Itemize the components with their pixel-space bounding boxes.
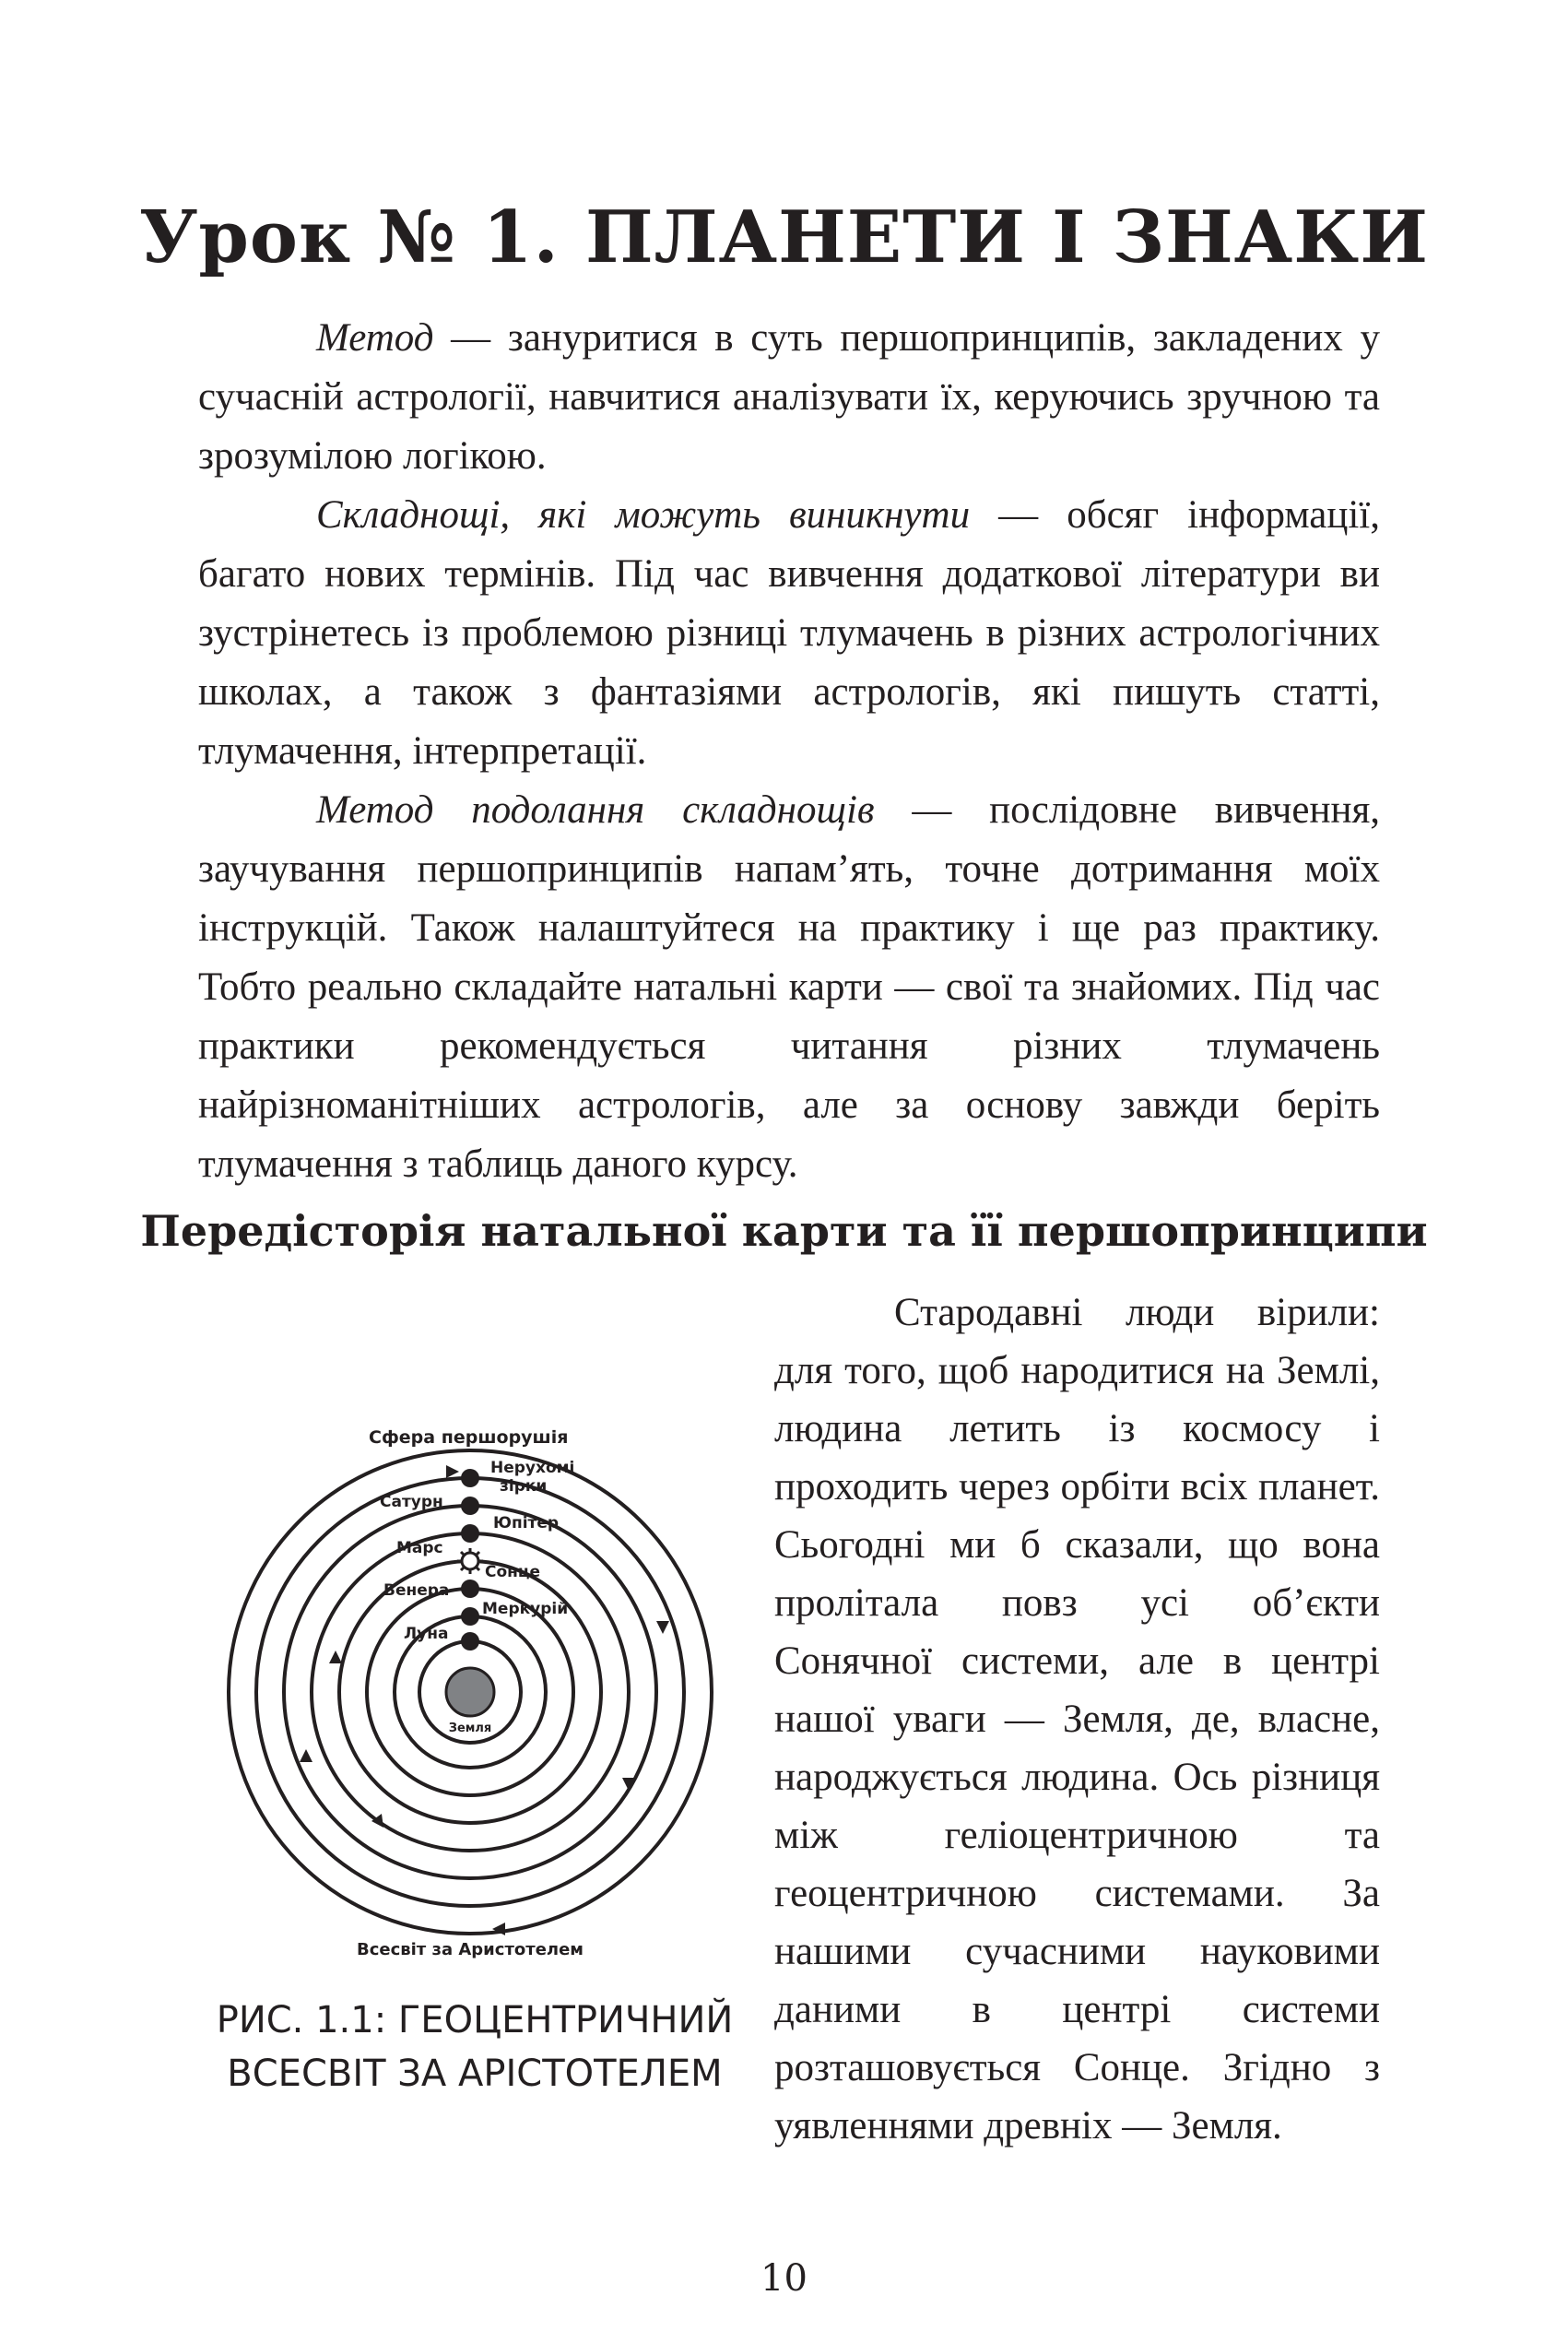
mercury-label: Меркурій — [482, 1600, 569, 1618]
jupiter-label: Юпітер — [493, 1514, 560, 1532]
overcoming-paragraph — [198, 781, 1380, 1194]
sun-label: Сонце — [485, 1563, 541, 1581]
fixed-stars-dot — [461, 1469, 479, 1487]
sun-icon — [457, 1548, 483, 1574]
method-text: — зануритися в суть першопринципів, закладених у сучасній астрології, навчитися аналізувати їх, керуючись зручною та зрозумілою логікою. — [198, 316, 1380, 478]
aristotle-universe-label: Всесвіт за Аристотелем — [356, 1940, 584, 1959]
difficulties-label: Складнощі, які можуть виникнути — [316, 493, 971, 537]
section-body-text: Стародавні люди вірили: для того, щоб народитися на Землі, людина летить із космосу і проходить через орбіти всіх планет. Сьогодні ми б сказали, що вона пролітала повз усі об’єкти Сонячної системи, але в центрі нашої уваги — Земля, де, власне, народжується людина. Ось різниця між геліоцентричною та геоцентричною системами. За нашими сучасними науковими даними в центрі системи розташовується Сонце. Згідно з уявленнями древніх — Земля. — [774, 1291, 1380, 2148]
mercury-dot — [461, 1607, 479, 1626]
saturn-label: Сатурн — [380, 1493, 443, 1511]
earth-label: Земля — [448, 1722, 492, 1735]
difficulties-text: — обсяг інформації, багато нових термінів. Під час вивчення додаткової літератури ви зустрінетесь із проблемою різниці тлумачень в різних астрологічних школах, а також з фантазіями астрологів, які пишуть статті, тлумачення, інтерпретації. — [198, 493, 1380, 773]
venus-dot — [461, 1580, 479, 1598]
venus-label: Венера — [383, 1581, 450, 1600]
moon-label: Луна — [404, 1625, 449, 1643]
page-number: 10 — [760, 2257, 808, 2300]
figure-caption-line-1: РИС. 1.1: ГЕОЦЕНТРИЧНИЙ — [216, 1999, 734, 2041]
arrow-icon-right-outer — [656, 1621, 669, 1634]
mars-label: Марс — [396, 1539, 443, 1557]
figure-caption — [198, 1994, 751, 2100]
prime-mover-label: Сфера першорушія — [369, 1427, 569, 1448]
overcoming-label: Метод подолання складнощів — [316, 788, 875, 832]
section-subtitle: Передісторія натальної карти та її першопринципи — [140, 1206, 1428, 1256]
jupiter-dot — [461, 1524, 479, 1543]
saturn-dot — [461, 1497, 479, 1515]
arrow-icon-top — [446, 1465, 459, 1478]
arrow-icon-left-outer — [300, 1749, 312, 1762]
lesson-title: Урок № 1. ПЛАНЕТИ І ЗНАКИ — [139, 195, 1429, 279]
overcoming-text: — послідовне вивчення, заучування першопринципів напам’ять, точне дотримання моїх інструкцій. Також налаштуйтеся на практику і ще раз практику. Тобто реально складайте натальні карти — свої та знайомих. Під час практики рекомендується читання різних тлумачень найрізноманітніших астрологів, але за основу завжди беріть тлумачення з таблиць даного курсу. — [198, 788, 1380, 1186]
earth-globe — [446, 1668, 494, 1716]
fixed-stars-label-2: зірки — [500, 1477, 548, 1496]
moon-dot — [461, 1632, 479, 1651]
method-label: Метод — [316, 316, 434, 360]
fixed-stars-label-1: Нерухомі — [490, 1459, 575, 1477]
method-paragraph — [198, 309, 1380, 486]
figure-caption-line-2: ВСЕСВІТ ЗА АРІСТОТЕЛЕМ — [227, 2053, 723, 2095]
geocentric-universe-diagram — [221, 1411, 737, 1964]
difficulties-paragraph — [198, 486, 1380, 781]
arrow-icon-left-inner — [329, 1651, 342, 1663]
